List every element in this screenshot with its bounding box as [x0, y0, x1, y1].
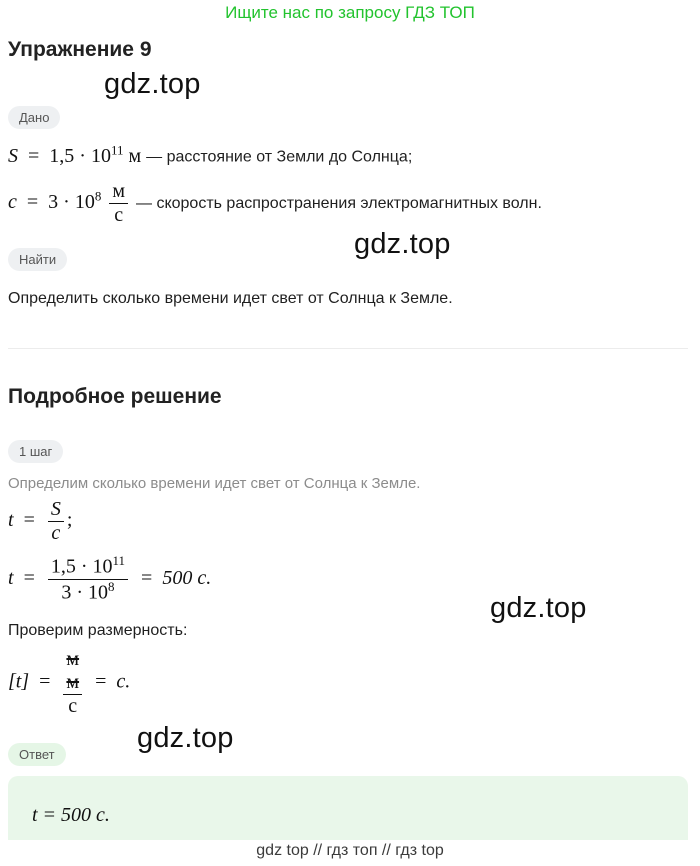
c-unit-fraction: $\frac{м}{с}$ [109, 180, 128, 227]
step-text: Определим сколько времени идет свет от Солнца к Земле. [8, 475, 421, 492]
section-divider [8, 348, 688, 349]
answer-box [8, 776, 688, 840]
watermark: gdz.top [490, 592, 587, 624]
watermark: gdz.top [104, 68, 201, 100]
answer-formula: t = 500 с. [32, 804, 110, 826]
find-text: Определить сколько времени идет свет от Солнца к Земле. [8, 290, 453, 307]
watermark: gdz.top [354, 228, 451, 260]
given-badge [8, 106, 60, 129]
given-c-line [8, 180, 542, 227]
equation-t-value: t = $\frac{1,5 \cdot 10^{11}}{3 \cdot 10^8}$ = 500 с. [8, 553, 212, 604]
find-label: Найти [8, 248, 67, 271]
footer-links[interactable]: gdz top // гдз топ // гдз top [256, 842, 444, 859]
s-over-c-fraction: $\frac{S}{c}$ [48, 498, 64, 545]
c-formula: $c = 3 \cdot 10^8$ $\frac{м}{с}$ [8, 191, 136, 213]
c-description: — скорость распространения электромагнитных волн. [136, 195, 542, 213]
search-hint-link[interactable]: Ищите нас по запросу ГДЗ ТОП [225, 3, 475, 22]
step-badge [8, 440, 63, 463]
check-text: Проверим размерность: [8, 622, 188, 639]
given-label: Дано [8, 106, 60, 129]
s-formula: $S = 1,5 \cdot 10^{11}$ м [8, 142, 142, 167]
equation-dimension: [t] = м м с = с. [8, 648, 131, 717]
dimension-fraction: м м с [63, 648, 82, 718]
equation-t-s-over-c: t = $\frac{S}{c}$ ; [8, 498, 73, 544]
find-badge [8, 248, 67, 271]
step-label: 1 шаг [8, 440, 63, 463]
given-s-line [8, 142, 412, 168]
page-title: Упражнение 9 [8, 38, 152, 61]
s-description: — расстояние от Земли до Солнца; [146, 148, 413, 166]
solution-title: Подробное решение [8, 385, 222, 408]
answer-label: Ответ [8, 743, 66, 766]
value-fraction: $\frac{1,5 \cdot 10^{11}}{3 \cdot 10^8}$ [48, 554, 128, 604]
answer-badge [8, 743, 66, 766]
watermark: gdz.top [137, 722, 234, 754]
